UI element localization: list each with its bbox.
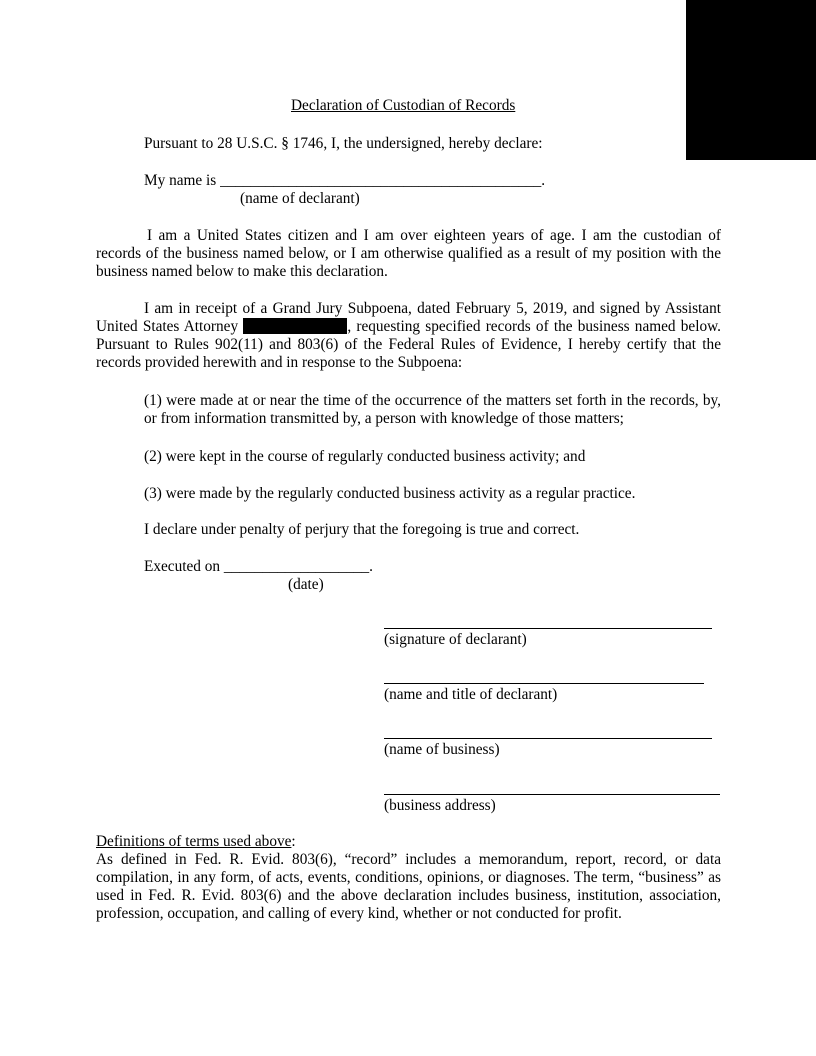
citizenship-paragraph: I am a United States citizen and I am over eighteen years of age. I am the custodian of records of the business named below, or I am otherwise qualified as a result of my position with the business named below to make this declaration. [96,227,721,280]
subpoena-text-part1: I am in receipt of a Grand Jury Subpoena, dated February 5, 2019, and signed by Assistant United States Attorney [96,300,721,335]
signature-line[interactable] [384,628,712,629]
certification-item-3: (3) were made by the regularly conducted business activity as a regular practice. [144,485,636,502]
executed-date-line [144,558,373,576]
name-title-caption: (name and title of declarant) [384,686,558,703]
certification-item-2: (2) were kept in the course of regularly conducted business activity; and [144,448,586,465]
name-caption: (name of declarant) [240,190,360,207]
redacted-attorney-name [243,318,347,334]
intro-statement: Pursuant to 28 U.S.C. § 1746, I, the undersigned, hereby declare: [144,135,543,152]
document-title: Declaration of Custodian of Records [291,97,516,114]
perjury-statement: I declare under penalty of perjury that the foregoing is true and correct. [144,521,580,538]
definitions-heading-colon: : [291,833,296,850]
date-blank[interactable]: ___________________. [223,558,374,575]
business-name-line[interactable] [384,738,712,739]
business-name-caption: (name of business) [384,741,500,758]
certification-item-1: (1) were made at or near the time of the occurrence of the matters set forth in the records, by, or from information transmitted by, a person with knowledge of those matters; [144,392,721,427]
signature-caption: (signature of declarant) [384,631,527,648]
business-address-line[interactable] [384,794,720,795]
name-title-line[interactable] [384,683,704,684]
definitions-heading-text: Definitions of terms used above [96,833,292,850]
name-prefix: My name is [144,172,221,189]
definitions-heading [96,833,296,851]
business-address-caption: (business address) [384,797,496,814]
subpoena-paragraph [96,300,721,372]
definitions-paragraph: As defined in Fed. R. Evid. 803(6), “record” includes a memorandum, report, record, or data compilation, in any form, of acts, events, conditions, opinions, or diagnoses. The term, “business” as used in Fed. R. Evid. 803(6) and the above declaration includes business, institution, association, profession, occupation, and calling of every kind, whether or not conducted for profit. [96,851,721,922]
executed-prefix: Executed on [144,558,224,575]
date-caption: (date) [288,576,324,593]
declarant-name-line [144,172,545,190]
redaction-block-corner [686,0,816,160]
subpoena-text-part2: , requesting specified records of the business named below. Pursuant to Rules 902(11) and 803(6) of the Federal Rules of Evidence, I hereby certify that the records provided herewith and in response to the Subpoena: [96,318,721,371]
name-blank[interactable]: __________________________________________. [220,172,546,189]
